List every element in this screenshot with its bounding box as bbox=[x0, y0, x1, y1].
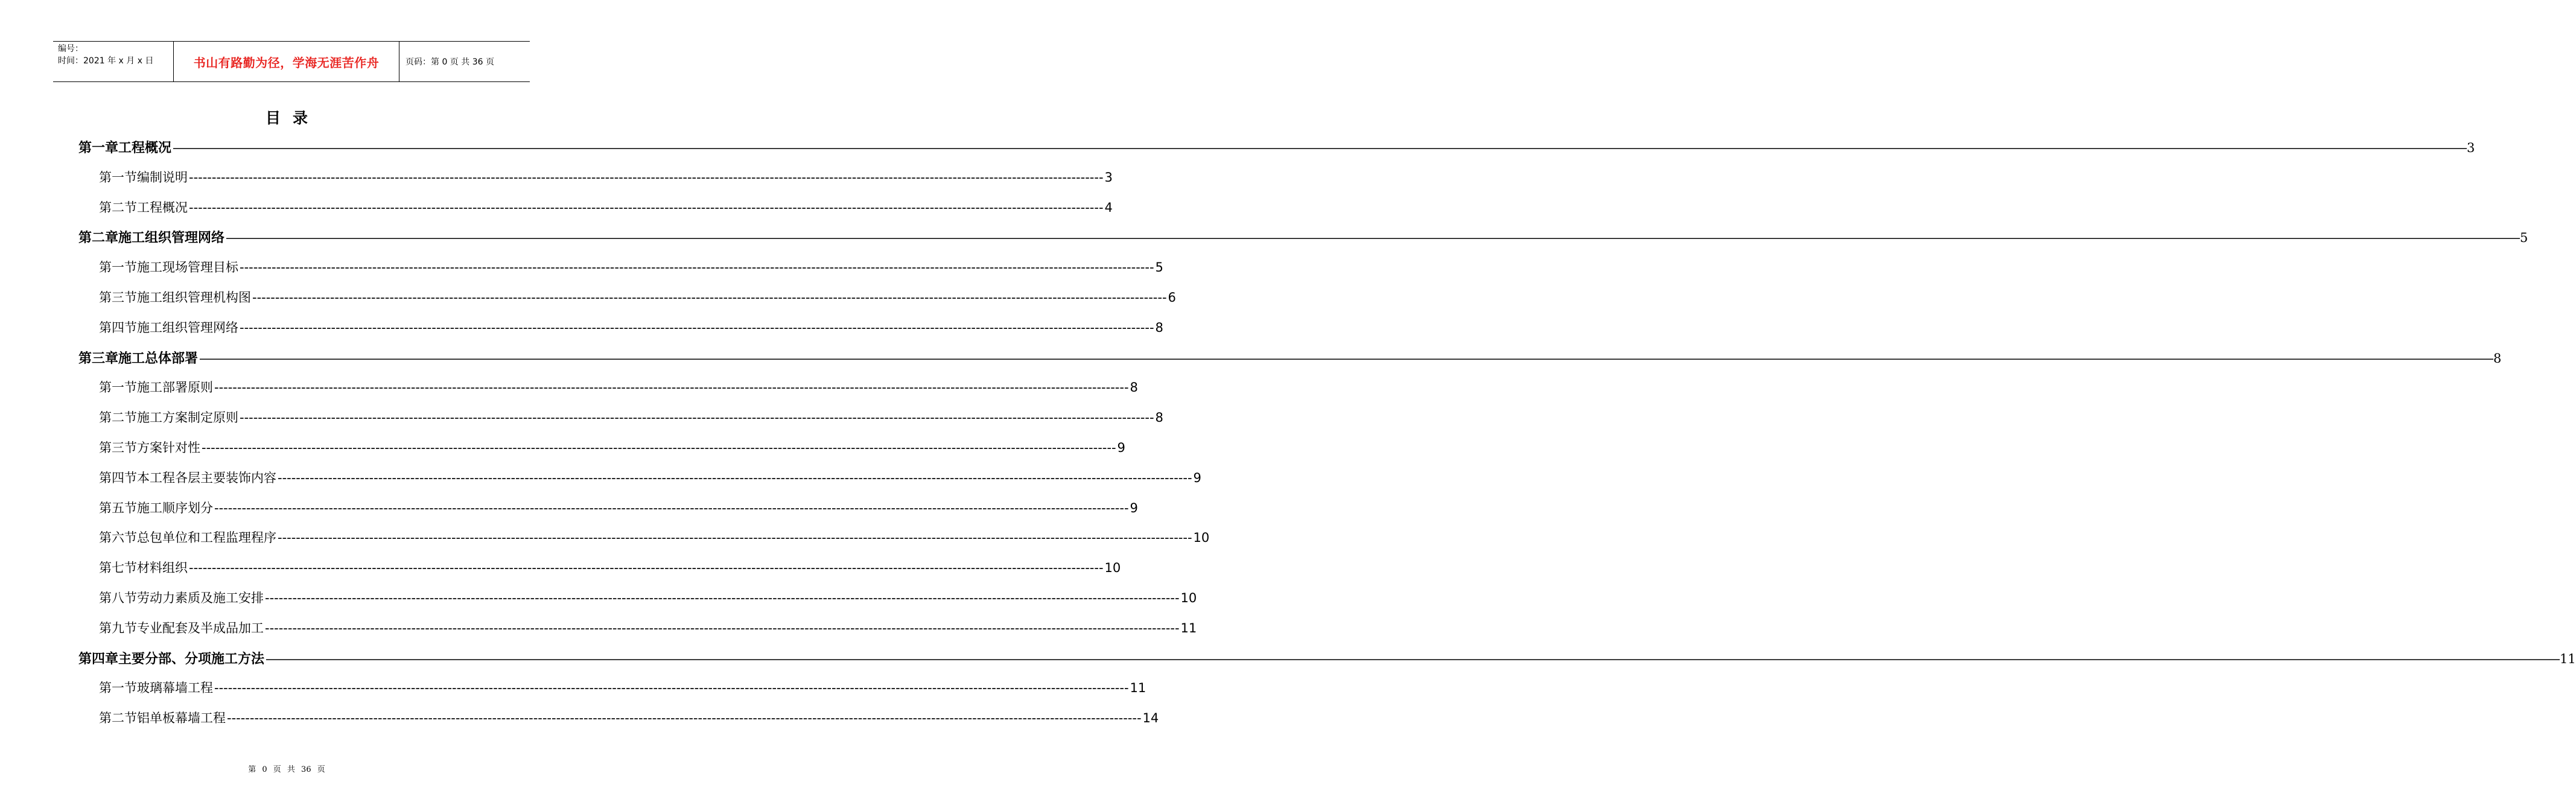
toc-entry[interactable] bbox=[78, 138, 2475, 156]
toc-entry-number: 第一节 bbox=[99, 681, 137, 696]
toc-entry-title: 劳动力素质及施工安排 bbox=[137, 591, 264, 605]
toc-entry-page: 3 bbox=[1104, 170, 1113, 185]
toc-entry-number: 第六节 bbox=[99, 530, 137, 545]
toc-leader: -------------------------------------------------------------------------------------------------------------------------------------------------------------------------------------------------------- bbox=[278, 530, 1192, 545]
toc-entry[interactable] bbox=[99, 558, 1121, 576]
toc-entry-number: 第二章 bbox=[78, 230, 119, 246]
toc-entry-title: 材料组织 bbox=[137, 561, 188, 576]
toc-leader: ———————————————————————————————————————————————————————————————————————————————————————————————————————————————————————————————————————————————————————————————————————————————————————————————————————— bbox=[173, 141, 2466, 156]
toc-entry-title: 本工程各层主要装饰内容 bbox=[137, 470, 276, 485]
toc-entry[interactable] bbox=[99, 318, 1163, 336]
toc-entry-number: 第八节 bbox=[99, 591, 137, 605]
time-label: 时间：2021 年 x 月 x 日 bbox=[58, 56, 154, 66]
document-header bbox=[53, 41, 530, 82]
toc-leader: ———————————————————————————————————————————————————————————————————————————————————————————————————————————————————————————————————————————————————————————————————————————————————————————————————————— bbox=[199, 351, 2493, 366]
toc-entry-page: 8 bbox=[1155, 410, 1163, 425]
toc-entry[interactable] bbox=[99, 528, 1210, 546]
toc-entry-page: 8 bbox=[2493, 351, 2502, 366]
toc-entry-number: 第一章 bbox=[78, 140, 119, 156]
toc-entry-number: 第二节 bbox=[99, 200, 137, 215]
toc-leader: ———————————————————————————————————————————————————————————————————————————————————————————————————————————————————————————————————————————————————————————————————————————————————————————————————————— bbox=[266, 651, 2559, 667]
toc-entry-page: 11 bbox=[1180, 620, 1197, 635]
toc-entry-number: 第一节 bbox=[99, 380, 137, 395]
toc-leader: -------------------------------------------------------------------------------------------------------------------------------------------------------------------------------------------------------- bbox=[240, 410, 1154, 425]
toc-entry-title: 施工组织管理网络 bbox=[118, 230, 225, 246]
toc-entry-title: 施工现场管理目标 bbox=[137, 260, 238, 275]
toc-entry-page: 8 bbox=[1155, 320, 1163, 335]
toc-entry-page: 5 bbox=[2520, 231, 2528, 246]
toc-entry-title: 方案针对性 bbox=[137, 440, 200, 455]
header-info-cell bbox=[53, 42, 174, 81]
toc-entry-title: 工程概况 bbox=[118, 140, 172, 156]
toc-entry-title: 施工部署原则 bbox=[137, 380, 213, 395]
toc-entry[interactable] bbox=[99, 198, 1113, 216]
toc-entry-title: 编制说明 bbox=[137, 170, 188, 185]
toc-entry-number: 第四章 bbox=[78, 650, 119, 667]
toc-leader: -------------------------------------------------------------------------------------------------------------------------------------------------------------------------------------------------------- bbox=[202, 440, 1116, 455]
toc-entry-title: 玻璃幕墙工程 bbox=[137, 681, 213, 696]
toc-leader: -------------------------------------------------------------------------------------------------------------------------------------------------------------------------------------------------------- bbox=[214, 500, 1129, 515]
toc-entry[interactable] bbox=[99, 378, 1138, 396]
header-page-label: 页码：第 0 页 共 36 页 bbox=[405, 57, 494, 67]
toc-entry-page: 14 bbox=[1142, 711, 1159, 726]
toc-leader: -------------------------------------------------------------------------------------------------------------------------------------------------------------------------------------------------------- bbox=[252, 290, 1167, 305]
toc-leader: -------------------------------------------------------------------------------------------------------------------------------------------------------------------------------------------------------- bbox=[227, 711, 1142, 726]
toc-entry[interactable] bbox=[99, 258, 1163, 276]
toc-entry[interactable] bbox=[99, 168, 1113, 186]
toc-leader: -------------------------------------------------------------------------------------------------------------------------------------------------------------------------------------------------------- bbox=[214, 681, 1129, 696]
toc-leader: -------------------------------------------------------------------------------------------------------------------------------------------------------------------------------------------------------- bbox=[240, 260, 1154, 275]
toc-entry-number: 第三章 bbox=[78, 350, 119, 366]
toc-entry[interactable] bbox=[99, 498, 1138, 517]
toc-entry-page: 10 bbox=[1104, 561, 1121, 576]
toc-entry-page: 9 bbox=[1117, 440, 1125, 455]
toc-entry-page: 11 bbox=[2560, 651, 2576, 666]
toc-entry[interactable] bbox=[99, 468, 1201, 486]
toc-leader: -------------------------------------------------------------------------------------------------------------------------------------------------------------------------------------------------------- bbox=[265, 591, 1180, 605]
toc-entry-title: 施工顺序划分 bbox=[137, 500, 213, 515]
toc-entry-number: 第七节 bbox=[99, 561, 137, 576]
toc-entry-number: 第一节 bbox=[99, 260, 137, 275]
toc-entry-title: 施工组织管理机构图 bbox=[137, 290, 251, 305]
toc-entry-title: 铝单板幕墙工程 bbox=[137, 711, 226, 726]
toc-entry[interactable] bbox=[99, 288, 1176, 306]
toc-entry[interactable] bbox=[99, 588, 1197, 606]
toc-entry-number: 第九节 bbox=[99, 620, 137, 635]
toc-entry-number: 第三节 bbox=[99, 440, 137, 455]
page-title: 目录 bbox=[265, 109, 320, 127]
toc-entry-number: 第四节 bbox=[99, 470, 137, 485]
toc-entry-page: 10 bbox=[1180, 591, 1197, 605]
toc-entry-page: 8 bbox=[1130, 380, 1138, 395]
toc-leader: -------------------------------------------------------------------------------------------------------------------------------------------------------------------------------------------------------- bbox=[240, 320, 1154, 335]
toc-entry[interactable] bbox=[99, 678, 1146, 696]
toc-entry-title: 主要分部、分项施工方法 bbox=[118, 650, 265, 667]
number-label: 编号： bbox=[58, 44, 83, 54]
toc-leader: -------------------------------------------------------------------------------------------------------------------------------------------------------------------------------------------------------- bbox=[189, 170, 1104, 185]
toc-leader: -------------------------------------------------------------------------------------------------------------------------------------------------------------------------------------------------------- bbox=[214, 380, 1129, 395]
toc-entry[interactable] bbox=[99, 408, 1163, 426]
toc-entry-page: 3 bbox=[2467, 141, 2475, 155]
toc-entry-number: 第五节 bbox=[99, 500, 137, 515]
toc-leader: -------------------------------------------------------------------------------------------------------------------------------------------------------------------------------------------------------- bbox=[189, 561, 1104, 576]
toc-leader: -------------------------------------------------------------------------------------------------------------------------------------------------------------------------------------------------------- bbox=[278, 470, 1192, 485]
toc-entry-number: 第二节 bbox=[99, 711, 137, 726]
toc-entry-page: 6 bbox=[1168, 290, 1176, 305]
toc-entry[interactable] bbox=[78, 649, 2576, 667]
toc-entry-title: 施工总体部署 bbox=[118, 350, 199, 366]
toc-entry[interactable] bbox=[99, 708, 1159, 727]
toc-entry-page: 9 bbox=[1193, 470, 1201, 485]
page-footer: 第 0 页 共 36 页 bbox=[248, 765, 325, 774]
toc-entry-page: 11 bbox=[1130, 681, 1146, 696]
toc-leader: ———————————————————————————————————————————————————————————————————————————————————————————————————————————————————————————————————————————————————————————————————————————————————————————————————————— bbox=[226, 231, 2519, 246]
toc-entry-page: 5 bbox=[1155, 260, 1163, 275]
toc-entry-title: 施工组织管理网络 bbox=[137, 320, 238, 335]
toc-entry-page: 10 bbox=[1193, 530, 1210, 545]
toc-entry-page: 9 bbox=[1130, 500, 1138, 515]
toc-entry[interactable] bbox=[78, 348, 2502, 367]
toc-entry[interactable] bbox=[99, 619, 1197, 637]
toc-entry-page: 4 bbox=[1104, 200, 1113, 215]
toc-entry-number: 第二节 bbox=[99, 410, 137, 425]
toc-entry[interactable] bbox=[78, 227, 2528, 246]
toc-entry-title: 专业配套及半成品加工 bbox=[137, 620, 264, 635]
toc-leader: -------------------------------------------------------------------------------------------------------------------------------------------------------------------------------------------------------- bbox=[265, 620, 1180, 635]
toc-entry-title: 总包单位和工程监理程序 bbox=[137, 530, 276, 545]
toc-entry-title: 工程概况 bbox=[137, 200, 188, 215]
header-motto: 书山有路勤为径，学海无涯苦作舟 bbox=[174, 42, 399, 81]
toc-entry-title: 施工方案制定原则 bbox=[137, 410, 238, 425]
toc-entry-number: 第一节 bbox=[99, 170, 137, 185]
toc-entry-number: 第四节 bbox=[99, 320, 137, 335]
toc-entry[interactable] bbox=[99, 438, 1125, 456]
toc-entry-number: 第三节 bbox=[99, 290, 137, 305]
toc-leader: -------------------------------------------------------------------------------------------------------------------------------------------------------------------------------------------------------- bbox=[189, 200, 1104, 215]
